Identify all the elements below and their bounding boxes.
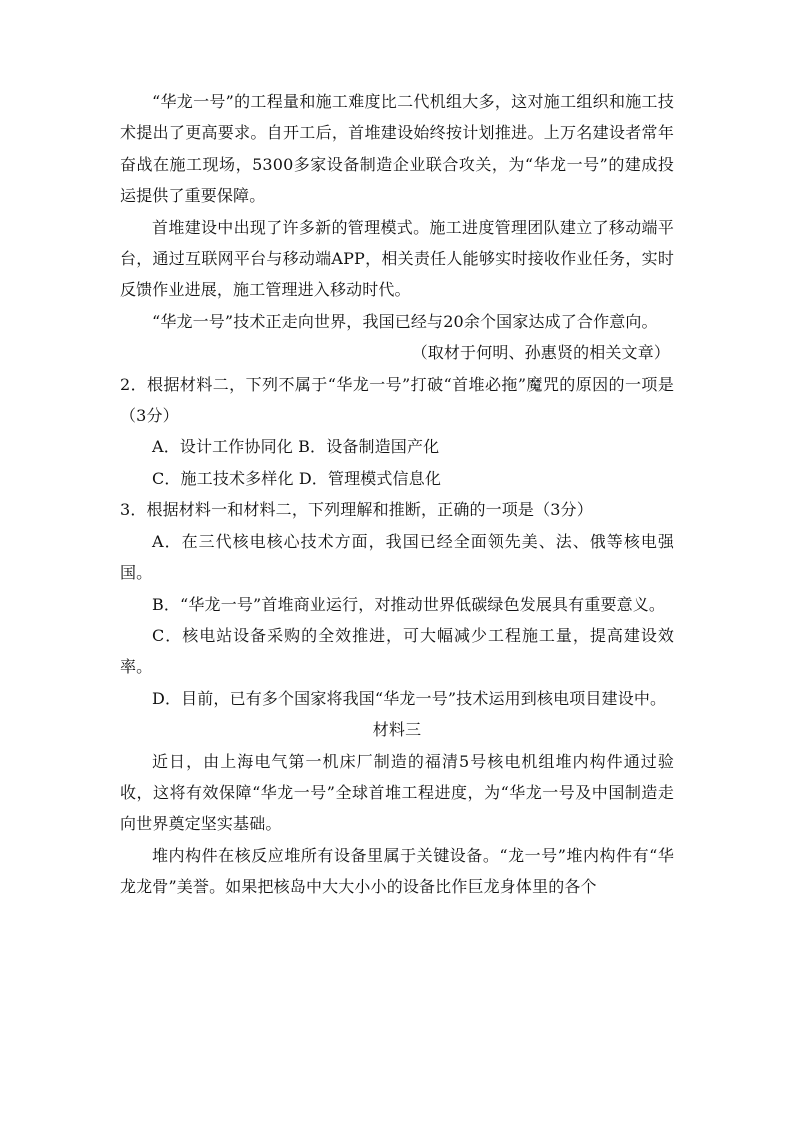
question-3-option-a: A．在三代核电核心技术方面，我国已经全面领先美、法、俄等核电强国。 [120, 531, 674, 583]
material3-heading: 材料三 [372, 720, 422, 740]
material2-paragraph-1: “华龙一号”的工程量和施工难度比二代机组大多，这对施工组织和施工技术提出了更高要求。自开工后，首堆建设始终按计划推进。上万名建设者常年奋战在施工现场，5300多家设备制造企业联合攻关，为“华龙一号”的建成投运提供了重要保障。 [120, 92, 674, 206]
material3-paragraph-2: 堆内构件在核反应堆所有设备里属于关键设备。“龙一号”堆内构件有“华龙龙骨”美誉。如果把核岛中大大小小的设备比作巨龙身体里的各个 [120, 845, 674, 897]
material2-paragraph-2: 首堆建设中出现了许多新的管理模式。施工进度管理团队建立了移动端平台，通过互联网平台与移动端APP，相关责任人能够实时接收作业任务，实时反馈作业进展，施工管理进入移动时代。 [120, 217, 674, 300]
question-2-options-ab: A．设计工作协同化 B．设备制造国产化 [152, 437, 440, 457]
question-2-stem: 2．根据材料二，下列不属于“华龙一号”打破“首堆必拖”魔咒的原因的一项是（3分） [120, 374, 674, 426]
question-3-option-c: C．核电站设备采购的全效推进，可大幅减少工程施工量，提高建设效率。 [120, 625, 674, 677]
material3-paragraph-1: 近日，由上海电气第一机床厂制造的福清5号核电机组堆内构件通过验收，这将有效保障“华龙一号”全球首堆工程进度，为“华龙一号及中国制造走向世界奠定坚实基础。 [120, 751, 674, 834]
question-3-stem: 3．根据材料一和材料二，下列理解和推断，正确的一项是（3分） [120, 500, 593, 520]
question-2-options-cd: C．施工技术多样化 D．管理模式信息化 [152, 468, 442, 488]
source-note: （取材于何明、孙惠贤的相关文章） [411, 343, 670, 363]
question-3-option-b: B．“华龙一号”首堆商业运行，对推动世界低碳绿色发展具有重要意义。 [152, 594, 666, 614]
question-3-option-d: D．目前，已有多个国家将我国“华龙一号”技术运用到核电项目建设中。 [152, 688, 667, 708]
material2-paragraph-3: “华龙一号”技术正走向世界，我国已经与20余个国家达成了合作意向。 [152, 311, 658, 331]
